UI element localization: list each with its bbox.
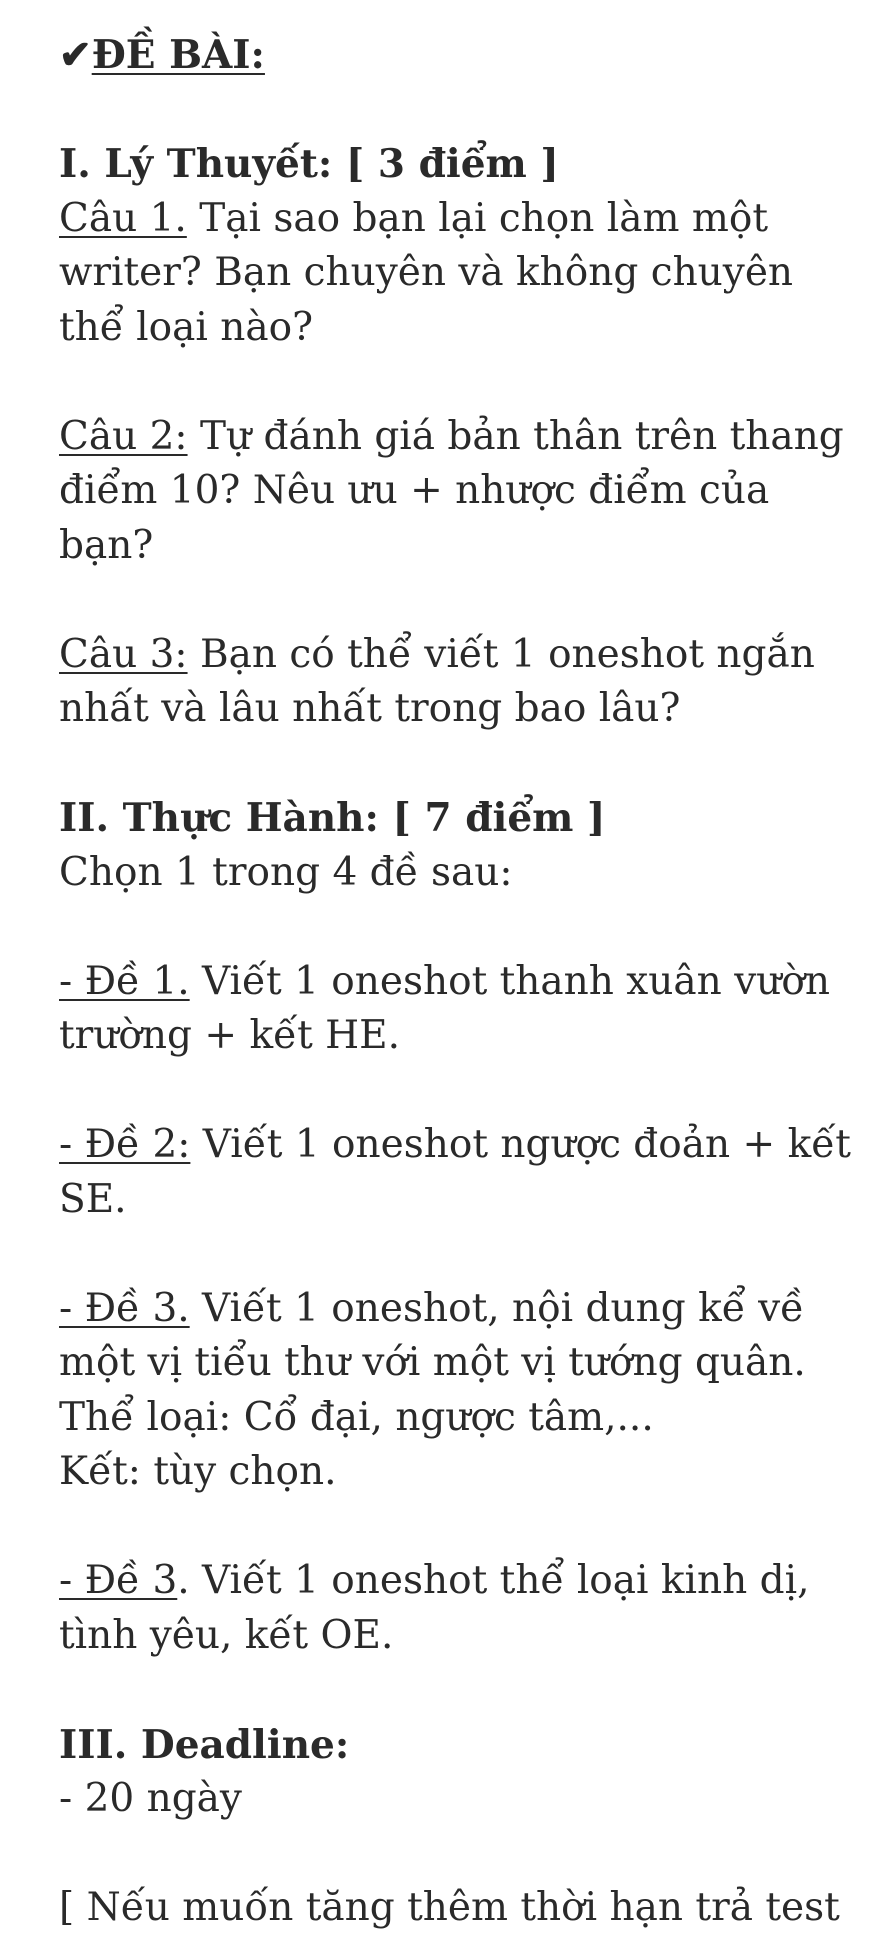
question-2-line-3: bạn? [59, 522, 154, 568]
extension-note: [ Nếu muốn tăng thêm thời hạn trả test [59, 1885, 840, 1930]
topic-3-line-1 [59, 1282, 859, 1337]
topic-3-line-3: Thể loại: Cổ đại, ngược tâm,... [59, 1394, 654, 1440]
spacer [59, 355, 859, 410]
topic-3-line-2: một vị tiểu thư với một vị tướng quân. [59, 1340, 806, 1385]
document-title-line [59, 28, 859, 83]
question-2-text: Tự đánh giá bản thân trên thang [187, 413, 844, 459]
topic-2-text: Viết 1 oneshot ngược đoản + kết [190, 1122, 851, 1167]
part2-heading: II. Thực Hành: [ 7 điểm ] [59, 795, 606, 841]
spacer [59, 1663, 859, 1718]
question-1-text: Tại sao bạn lại chọn làm một [186, 195, 769, 241]
document-page [59, 28, 859, 1936]
topic-4-label: - Đề 3 [59, 1558, 178, 1603]
question-2-label: Câu 2: [59, 413, 188, 459]
topic-4-text: . Viết 1 oneshot thể loại kinh dị, [177, 1558, 810, 1603]
question-1-label: Câu 1. [59, 195, 187, 241]
question-1-line-1 [59, 192, 859, 247]
spacer [59, 1500, 859, 1555]
question-2-line-1 [59, 410, 859, 465]
spacer [59, 737, 859, 792]
spacer [59, 1827, 859, 1882]
spacer [59, 83, 859, 138]
part1-heading: I. Lý Thuyết: [ 3 điểm ] [59, 141, 559, 187]
topic-1-text: Viết 1 oneshot thanh xuân vườn [189, 958, 830, 1004]
topic-3-label: - Đề 3. [59, 1285, 190, 1331]
checkmark-icon: ✔ [59, 32, 92, 78]
spacer [59, 1064, 859, 1119]
deadline-line: - 20 ngày [59, 1776, 242, 1821]
topic-2-line-2: SE. [59, 1176, 127, 1222]
question-3-text: Bạn có thể viết 1 oneshot ngắn [187, 631, 815, 677]
topic-3-text: Viết 1 oneshot, nội dung kể về [189, 1285, 805, 1331]
question-3-line-2: nhất và lâu nhất trong bao lâu? [59, 686, 681, 731]
topic-4-line-1 [59, 1554, 859, 1609]
spacer [59, 900, 859, 955]
topic-4-line-2: tình yêu, kết OE. [59, 1612, 394, 1658]
question-3-line-1 [59, 628, 859, 683]
topic-2-line-1 [59, 1118, 859, 1173]
question-2-line-2: điểm 10? Nêu ưu + nhược điểm của [59, 468, 770, 513]
topic-2-label: - Đề 2: [59, 1122, 191, 1167]
question-1-line-3: thể loại nào? [59, 304, 314, 350]
part2-intro: Chọn 1 trong 4 đề sau: [59, 849, 513, 895]
spacer [59, 573, 859, 628]
topic-1-label: - Đề 1. [59, 958, 190, 1004]
question-3-label: Câu 3: [59, 631, 188, 677]
topic-3-line-4: Kết: tùy chọn. [59, 1449, 337, 1494]
document-title: ĐỀ BÀI: [91, 32, 265, 78]
question-1-line-2: writer? Bạn chuyên và không chuyên [59, 250, 794, 295]
topic-1-line-1 [59, 955, 859, 1010]
topic-1-line-2: trường + kết HE. [59, 1013, 401, 1058]
part3-heading: III. Deadline: [59, 1721, 350, 1768]
spacer [59, 1227, 859, 1282]
